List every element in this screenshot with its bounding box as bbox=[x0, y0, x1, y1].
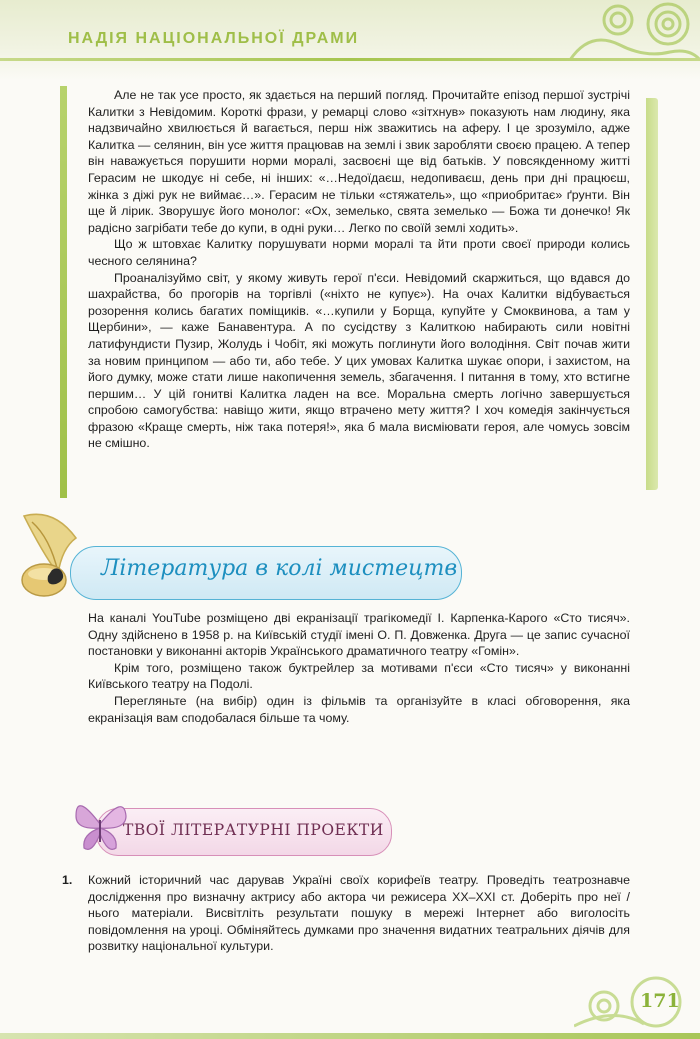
butterfly-icon bbox=[70, 790, 130, 860]
literature-text-block bbox=[88, 610, 630, 726]
project-item-number: 1. bbox=[62, 873, 73, 887]
right-margin-bar bbox=[646, 98, 658, 490]
quill-inkwell-icon bbox=[14, 508, 94, 603]
swirl-ornament-icon bbox=[550, 0, 700, 90]
main-text-block bbox=[88, 87, 630, 452]
projects-banner bbox=[96, 808, 392, 856]
header-divider bbox=[0, 58, 700, 61]
project-item bbox=[88, 872, 630, 955]
page-number: 171 bbox=[640, 990, 680, 1012]
footer-divider bbox=[0, 1033, 700, 1039]
main-paragraph-1: Але не так усе просто, як здається на перший погляд. Прочитайте епізод першої зустрічі Калитки з Невідомим. Короткі фрази, у ремарці слово «зітхнув» показують нам людину, яка надзвичайно хвилюється й вагається, перш ніж зважитись на аферу. І це зрозуміло, адже Калитка — селянин, він усе життя працював на землі і звик заробляти своєю працею. А тепер він наважується порушити норми моралі, засвоєні ще від батьків. У повсякденному житті Герасим не шкодує ні себе, ні інших: «…Недоїдаєш, недопиваєш, день при дні працюєш, жінка з діжі рук не виймає…». Герасим не тільки «стяжатель», що «приобритає» ґрунти. Він ще й лірик. Зворушує його монолог: «Ох, земелько, свята земелько — Божа ти донечко! Як радісно загрібати тебе до купи, в одні руки… Легко по своїй землі ходить». bbox=[88, 88, 630, 235]
page-number-ornament-icon bbox=[574, 966, 700, 1032]
literature-paragraph-2: Крім того, розміщено також буктрейлер за мотивами п'єси «Сто тисяч» у виконанні Київського театру на Подолі. bbox=[88, 660, 630, 692]
projects-title: ТВОЇ ЛІТЕРАТУРНІ ПРОЕКТИ bbox=[123, 821, 384, 839]
literature-arts-title: Література в колі мистецтв bbox=[101, 556, 458, 581]
literature-paragraph-3: Перегляньте (на вибір) один із фільмів та організуйте в класі обговорення, яка екранізація вам сподобалася більше та чому. bbox=[88, 693, 630, 725]
left-margin-bar bbox=[60, 86, 67, 498]
main-paragraph-3: Проаналізуймо світ, у якому живуть герої п'єси. Невідомий скаржиться, що вдався до шахрайства, бо прогорів на торгівлі («ніхто не купує»). На очах Калитки відбувається розорення колись багатих поміщиків. «…купили у Борща, купуйте у Смоквинова, а там у Щербини», — каже Банавентура. А по сусідству з Калиткою набирають сили новітні латифундисти Пузир, Жолудь і Чобіт, які можуть поглинути його володіння. Світ почав жити за новим принципом — або ти, або тебе. У цих умовах Калитка шукає опори, і захистом, на його думку, може стати лише накопичення земель, збагачення. І питання в тому, хто встигне першим… У цій гонитві Калитка ладен на все. Моральна смерть логічно завершується спробою самогубства: навіщо жити, якщо втрачено мету життя? І хоч комедія закінчується фразою «Краще смерть, ніж така потеря!», яка б мала висміювати героя, але чомусь зовсім не смішно. bbox=[88, 270, 630, 451]
literature-arts-banner bbox=[70, 546, 462, 600]
main-paragraph-2: Що ж штовхає Калитку порушувати норми моралі та йти проти своєї природи колись чесного селянина? bbox=[88, 237, 630, 268]
literature-paragraph-1: На каналі YouTube розміщено дві екранізації трагікомедії І. Карпенка-Карого «Сто тисяч». Одну здійснено в 1958 р. на Київській студії імені О. П. Довженка. Друга — це запис сучасної постановки у виконанні акторів Українського драматичного театру «Гомін». bbox=[88, 611, 630, 659]
running-header-title: НАДІЯ НАЦІОНАЛЬНОЇ ДРАМИ bbox=[68, 30, 360, 47]
project-item-text: Кожний історичний час дарував Україні своїх корифеїв театру. Проведіть театрознавче дослідження про визначну актрису або актора чи режисера XX–XXI ст. Доберіть про неї /нього матеріали. Висвітліть результати пошуку в мережі Інтернет або виголосіть повідомлення на уроці. Обміняйтесь думками про значення видатних театральних діячів для розвитку національної культури. bbox=[88, 873, 630, 954]
